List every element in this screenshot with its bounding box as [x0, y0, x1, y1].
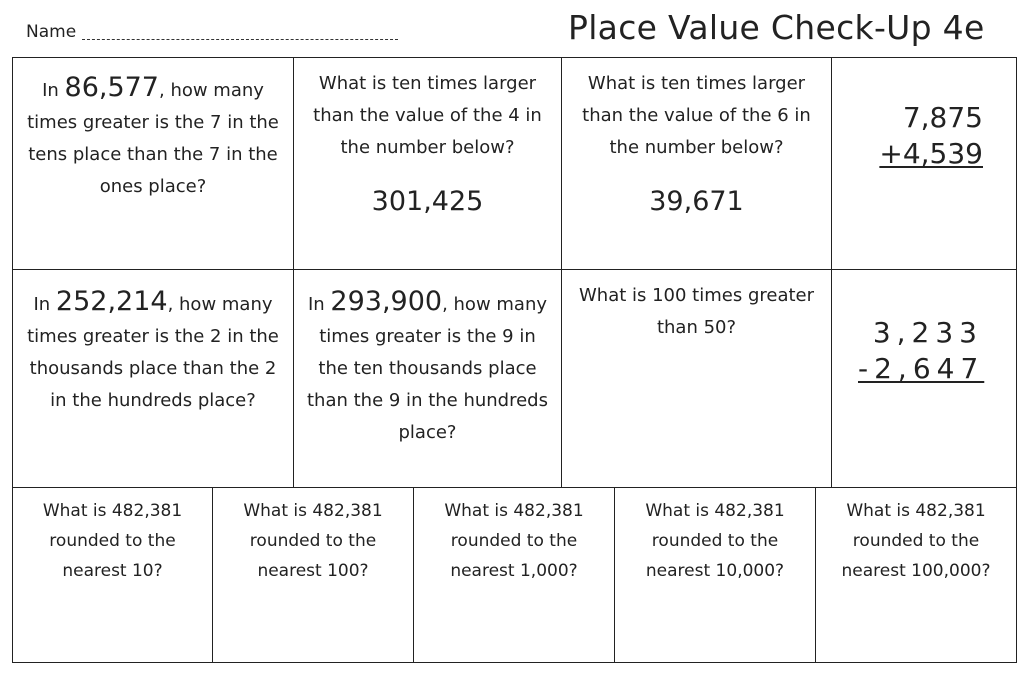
- question-r1c2: [294, 68, 561, 218]
- col-divider-3: [831, 58, 832, 487]
- subtrahend: -2,647: [858, 352, 985, 385]
- row-divider-2: [13, 487, 1016, 488]
- q-text: What is 482,381: [846, 501, 986, 521]
- q-text: place?: [398, 422, 457, 443]
- row-divider-1: [13, 269, 1016, 270]
- q-prefix: In: [307, 294, 325, 315]
- q-text: What is ten times larger: [587, 73, 806, 94]
- q-text: rounded to the: [450, 531, 578, 551]
- question-r2c2: [294, 286, 561, 449]
- q-text: the number below?: [609, 137, 784, 158]
- addend-top: 7,875: [902, 101, 983, 134]
- question-r3c3: [414, 496, 614, 586]
- question-r3c2: [213, 496, 413, 586]
- q-text: ones place?: [99, 176, 207, 197]
- q-text: rounded to the: [49, 531, 176, 551]
- q-number: 301,425: [371, 186, 484, 217]
- q-text: nearest 1,000?: [450, 561, 578, 581]
- question-r1c3: [562, 68, 831, 218]
- name-label: Name: [26, 22, 77, 42]
- q-text: the ten thousands place: [318, 358, 537, 379]
- minuend: 3,233: [872, 316, 983, 349]
- q-text: in the hundreds place?: [50, 390, 256, 411]
- question-r2c1: [13, 286, 293, 417]
- q-text: than the 9 in the hundreds: [307, 390, 548, 411]
- q-text: What is 100 times greater: [578, 285, 815, 306]
- q-text: nearest 10,000?: [645, 561, 785, 581]
- q-text: rounded to the: [852, 531, 980, 551]
- question-r3c4: [615, 496, 815, 586]
- q-text: rounded to the: [249, 531, 377, 551]
- q-text: times greater is the 7 in the: [27, 112, 279, 133]
- q-text: , how many: [167, 294, 273, 315]
- q-number: 39,671: [649, 186, 744, 217]
- q-text: nearest 100,000?: [841, 561, 991, 581]
- question-r1c1: [13, 72, 293, 203]
- subtraction-problem: [858, 315, 983, 387]
- q-text: , how many: [442, 294, 548, 315]
- q-text: than the value of the 6 in: [582, 105, 811, 126]
- question-r3c1: [13, 496, 212, 586]
- q-text: rounded to the: [651, 531, 779, 551]
- question-r2c3: [562, 280, 831, 344]
- q-text: , how many: [159, 80, 264, 101]
- q-prefix: In: [42, 80, 59, 101]
- q-text: What is ten times larger: [318, 73, 537, 94]
- worksheet-title: Place Value Check-Up 4e: [568, 8, 985, 47]
- q-text: nearest 10?: [62, 561, 163, 581]
- q-text: What is 482,381: [444, 501, 584, 521]
- q-text: What is 482,381: [645, 501, 785, 521]
- name-blank-line: [82, 39, 398, 40]
- q-prefix: In: [33, 294, 51, 315]
- q-number: 86,577: [64, 72, 159, 103]
- addition-problem: [873, 100, 983, 172]
- addend-bottom: +4,539: [879, 137, 983, 170]
- q-text: than the value of the 4 in: [313, 105, 542, 126]
- q-number: 293,900: [330, 286, 443, 317]
- q-text: What is 482,381: [243, 501, 383, 521]
- q-text: than 50?: [656, 317, 737, 338]
- q-text: What is 482,381: [42, 501, 183, 521]
- q-text: times greater is the 9 in: [319, 326, 536, 347]
- q-text: nearest 100?: [257, 561, 369, 581]
- q-text: tens place than the 7 in the: [28, 144, 278, 165]
- q-text: the number below?: [340, 137, 515, 158]
- q-number: 252,214: [55, 286, 168, 317]
- question-r3c5: [816, 496, 1016, 586]
- question-grid: [12, 57, 1017, 663]
- q-text: times greater is the 2 in the: [27, 326, 279, 347]
- q-text: thousands place than the 2: [29, 358, 277, 379]
- name-field: [26, 22, 398, 42]
